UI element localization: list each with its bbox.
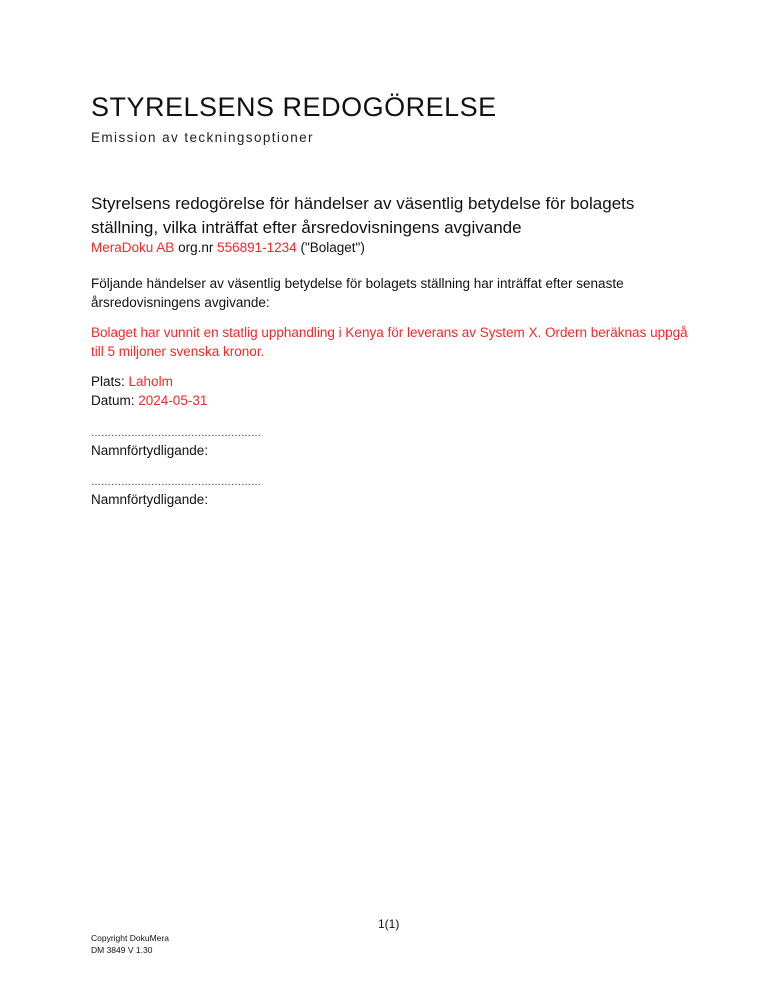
signature-line: …………………………………………… [91, 428, 261, 439]
footer-version: DM 3849 V 1.30 [91, 945, 153, 955]
place-value: Laholm [128, 374, 173, 389]
date-label: Datum: [91, 393, 135, 408]
orgnr-value: 556891-1234 [217, 240, 297, 255]
signature-name-label: Namnförtydligande: [91, 492, 209, 507]
document-subtitle: Emission av teckningsoptioner [91, 130, 314, 145]
company-line [91, 240, 365, 255]
signature-name-label: Namnförtydligande: [91, 443, 209, 458]
date-line [91, 393, 207, 408]
footer-copyright: Copyright DokuMera [91, 933, 169, 943]
orgnr-label: org.nr [178, 240, 214, 255]
event-paragraph: Bolaget har vunnit en statlig upphandling i Kenya för leverans av System X. Ordern beräknas uppgå till 5 miljoner svenska kronor. [91, 325, 688, 359]
company-name: MeraDoku AB [91, 240, 175, 255]
intro-paragraph: Följande händelser av väsentlig betydelse för bolagets ställning har inträffat efter senaste årsredovisningens avgivande: [91, 276, 624, 310]
page-number: 1(1) [378, 917, 400, 931]
place-label: Plats: [91, 374, 125, 389]
document-title: STYRELSENS REDOGÖRELSE [91, 92, 497, 122]
section-heading: Styrelsens redogörelse för händelser av väsentlig betydelse för bolagets ställning, vilka inträffat efter årsredovisningens avgivande [91, 194, 635, 237]
signature-line: …………………………………………… [91, 477, 261, 488]
place-line [91, 374, 173, 389]
company-alias: ("Bolaget") [300, 240, 365, 255]
date-value: 2024-05-31 [138, 393, 208, 408]
